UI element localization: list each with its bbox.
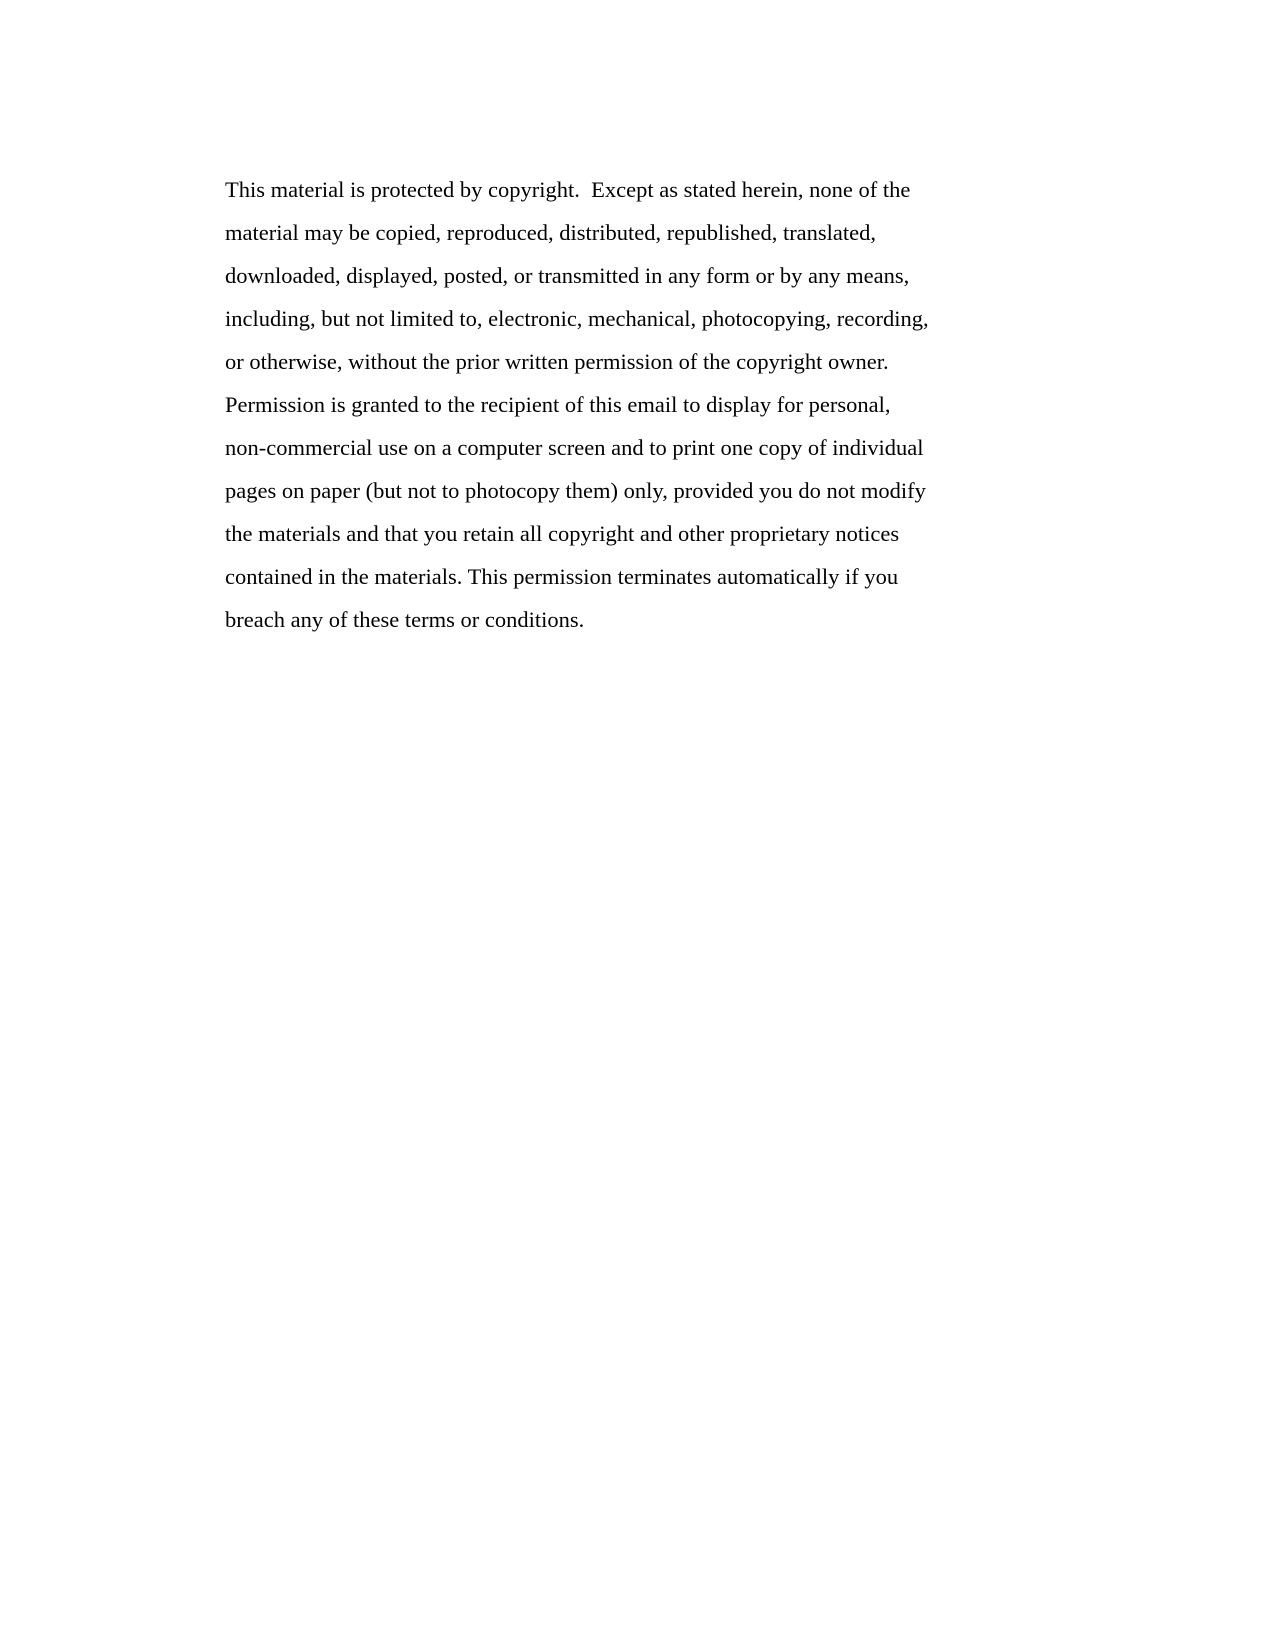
- notice-line: downloaded, displayed, posted, or transmitted in any form or by any means,: [225, 263, 910, 288]
- notice-line: This material is protected by copyright. Except as stated herein, none of the: [225, 177, 911, 202]
- notice-line: non-commercial use on a computer screen and to print one copy of individual: [225, 435, 924, 460]
- notice-line: contained in the materials. This permission terminates automatically if you: [225, 564, 899, 589]
- copyright-notice: [225, 168, 929, 641]
- notice-line: the materials and that you retain all copyright and other proprietary notices: [225, 521, 900, 546]
- notice-line: material may be copied, reproduced, distributed, republished, translated,: [225, 220, 877, 245]
- notice-line: or otherwise, without the prior written permission of the copyright owner.: [225, 349, 889, 374]
- notice-line: breach any of these terms or conditions.: [225, 607, 585, 632]
- notice-line: Permission is granted to the recipient of this email to display for personal,: [225, 392, 891, 417]
- notice-line: pages on paper (but not to photocopy them) only, provided you do not modify: [225, 478, 926, 503]
- notice-line: including, but not limited to, electronic, mechanical, photocopying, recording,: [225, 306, 929, 331]
